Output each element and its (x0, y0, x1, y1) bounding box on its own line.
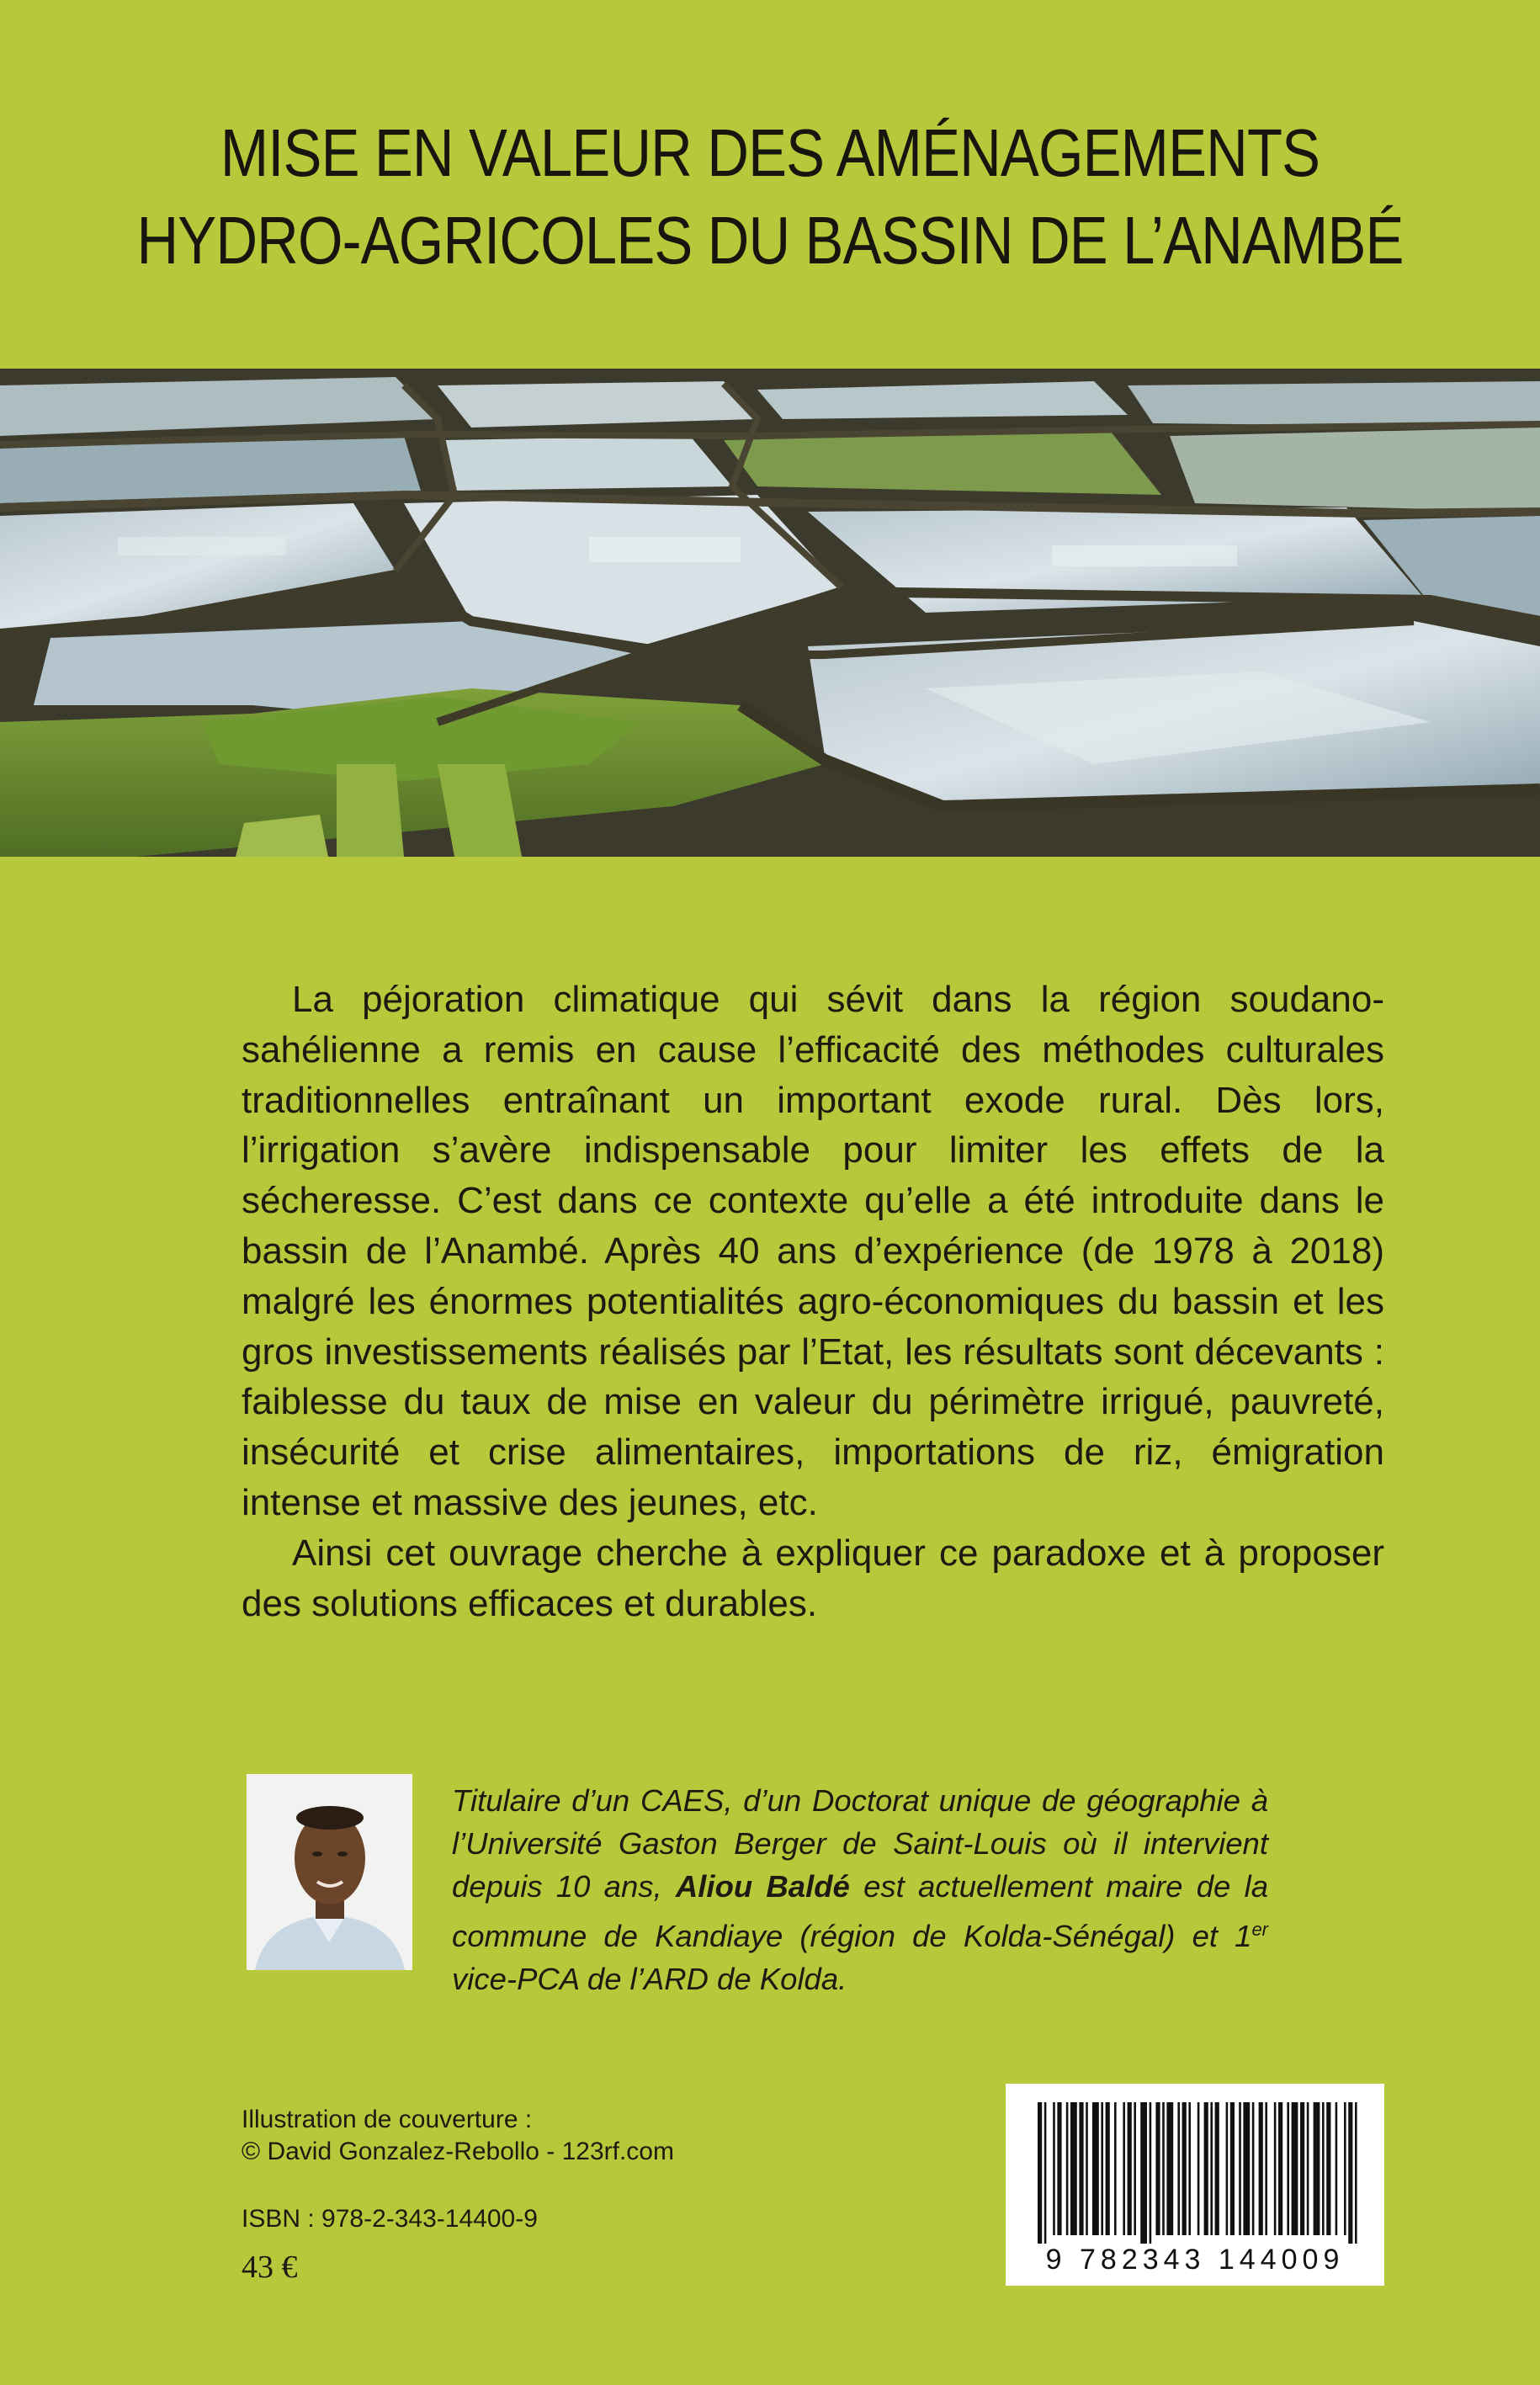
book-title (108, 109, 1432, 284)
bio-superscript: er (1251, 1919, 1268, 1940)
price: 43 € (242, 2250, 298, 2285)
author-name: Aliou Baldé (675, 1869, 850, 1904)
title-line-2: HYDRO-AGRICOLES DU BASSIN DE L’ANAMBÉ (136, 203, 1404, 278)
author-bio (452, 1779, 1268, 2000)
author-portrait (247, 1774, 412, 1970)
credit-line-2: © David Gonzalez-Rebollo - 123rf.com (242, 2138, 674, 2165)
bio-text-middle: est actuellement maire de la commune de Kandiaye (région de Kolda-Sénégal) et 1 (452, 1869, 1268, 1954)
barcode-digits: 9 782343 144009 (1045, 2244, 1345, 2276)
title-line-1: MISE EN VALEUR DES AMÉNAGEMENTS (220, 115, 1320, 190)
isbn: ISBN : 978-2-343-14400-9 (242, 2205, 538, 2233)
cover-illustration-credit (242, 2104, 674, 2168)
barcode (1006, 2084, 1384, 2286)
credit-line-1: Illustration de couverture : (242, 2106, 533, 2133)
cover-photo-rice-paddies (0, 369, 1540, 857)
bio-text-before: Titulaire d’un CAES, d’un Doctorat unique de géographie à l’Université Gaston Berger de Saint-Louis où il intervient depuis 10 ans, (452, 1783, 1268, 1904)
blurb-paragraph-1: La péjoration climatique qui sévit dans la région soudano-sahélienne a remis en cause l’efficacité des méthodes culturales traditionnelles entraînant un important exode rural. Dès lors, l’irrigation s’avère indispensable pour limiter les effets de la sécheresse. C’est dans ce contexte qu’elle a été introduite dans le bassin de l’Anambé. Après 40 ans d’expérience (de 1978 à 2018) malgré les énormes potentialités agro-économiques du bassin et les gros investissements réalisés par l’Etat, les résultats sont décevants : faiblesse du taux de mise en valeur du périmètre irrigué, pauvreté, insécurité et crise alimentaires, importations de riz, émigration intense et massive des jeunes, etc. (242, 979, 1384, 1523)
back-cover-blurb (242, 975, 1384, 1628)
bio-text-after: vice-PCA de l’ARD de Kolda. (452, 1962, 847, 1997)
blurb-paragraph-2: Ainsi cet ouvrage cherche à expliquer ce paradoxe et à proposer des solutions efficaces et durables. (242, 1532, 1384, 1624)
